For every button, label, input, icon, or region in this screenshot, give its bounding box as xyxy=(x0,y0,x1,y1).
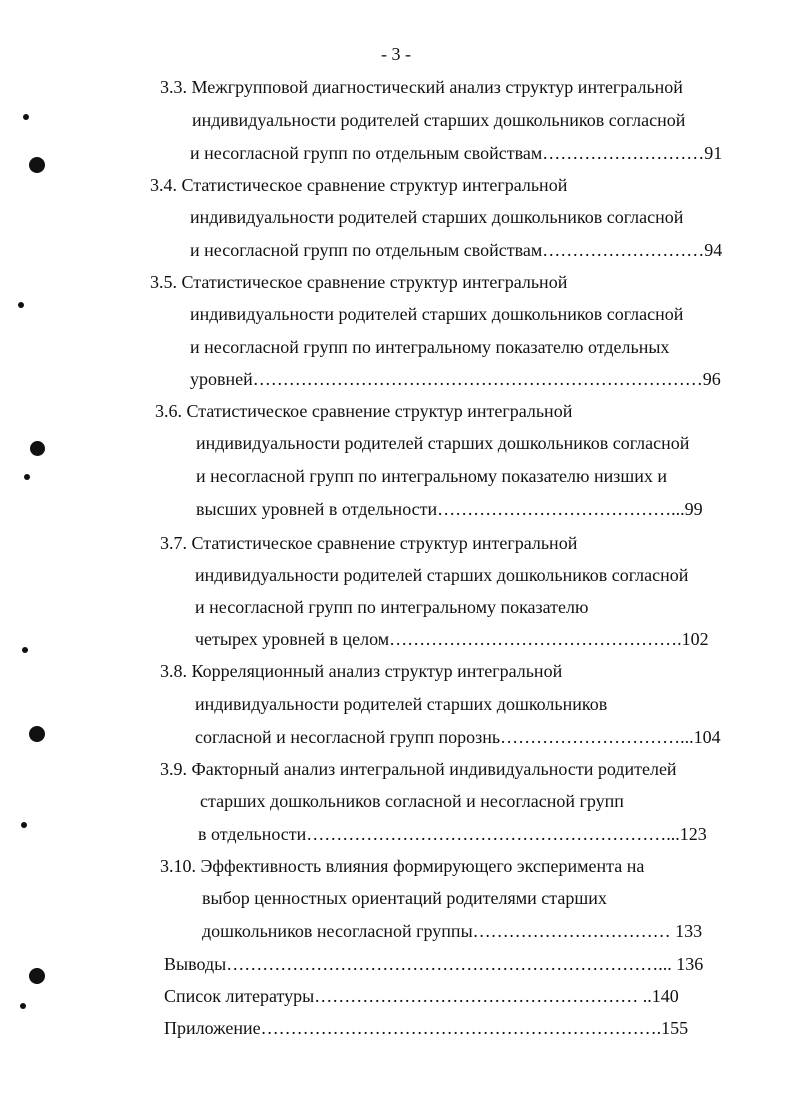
toc-entry-3-7-line-4: четырех уровней в целом………………………………………….102 xyxy=(195,629,709,649)
toc-entry-3-10-line-3: дошкольников несогласной группы…………………………… 133 xyxy=(202,921,703,941)
toc-entry-3-8-line-1: 3.8. Корреляционный анализ структур интегральной xyxy=(160,661,563,681)
toc-entry-3-6-line-3: и несогласной групп по интегральному показателю низших и xyxy=(196,466,667,486)
toc-entry-3-9-line-3: в отдельности……………………………………………………...123 xyxy=(198,824,707,844)
punch-hole-mark xyxy=(30,441,45,456)
toc-entry-3-7-line-2: индивидуальности родителей старших дошкольников согласной xyxy=(195,565,689,585)
toc-entry-references: Список литературы……………………………………………… ..140 xyxy=(164,986,679,1006)
toc-entry-3-5-line-3: и несогласной групп по интегральному показателю отдельных xyxy=(190,337,670,357)
toc-entry-3-4-line-3: и несогласной групп по отдельным свойствам………………………94 xyxy=(190,240,723,260)
toc-entry-3-7-line-1: 3.7. Статистическое сравнение структур интегральной xyxy=(160,533,578,553)
punch-hole-mark xyxy=(29,157,45,173)
toc-entry-appendix: Приложение………………………………………………………….155 xyxy=(164,1018,689,1038)
toc-entry-3-5-line-1: 3.5. Статистическое сравнение структур интегральной xyxy=(150,272,568,292)
toc-entry-3-10-line-2: выбор ценностных ориентаций родителями старших xyxy=(202,888,607,908)
toc-entry-3-6-line-1: 3.6. Статистическое сравнение структур интегральной xyxy=(155,401,573,421)
toc-entry-3-3-line-1: 3.3. Межгрупповой диагностический анализ структур интегральной xyxy=(160,77,683,97)
punch-hole-mark xyxy=(22,647,28,653)
toc-entry-3-5-line-4: уровней…………………………………………………………………96 xyxy=(190,369,721,389)
punch-hole-mark xyxy=(29,726,45,742)
page-number: - 3 - xyxy=(381,44,411,64)
punch-hole-mark xyxy=(29,968,45,984)
punch-hole-mark xyxy=(21,822,27,828)
toc-entry-3-6-line-4: высших уровней в отдельности…………………………………...99 xyxy=(196,499,703,519)
toc-entry-3-5-line-2: индивидуальности родителей старших дошкольников согласной xyxy=(190,304,684,324)
toc-entry-3-3-line-2: индивидуальности родителей старших дошкольников согласной xyxy=(192,110,686,130)
toc-entry-conclusions: Выводы………………………………………………………………... 136 xyxy=(164,954,704,974)
toc-entry-3-8-line-3: согласной и несогласной групп порознь…………………………...104 xyxy=(195,727,721,747)
toc-entry-3-8-line-2: индивидуальности родителей старших дошкольников xyxy=(195,694,608,714)
toc-entry-3-6-line-2: индивидуальности родителей старших дошкольников согласной xyxy=(196,433,690,453)
punch-hole-mark xyxy=(23,114,29,120)
toc-entry-3-4-line-2: индивидуальности родителей старших дошкольников согласной xyxy=(190,207,684,227)
punch-hole-mark xyxy=(18,302,24,308)
toc-entry-3-4-line-1: 3.4. Статистическое сравнение структур интегральной xyxy=(150,175,568,195)
toc-entry-3-7-line-3: и несогласной групп по интегральному показателю xyxy=(195,597,589,617)
toc-entry-3-3-line-3: и несогласной групп по отдельным свойствам………………………91 xyxy=(190,143,723,163)
toc-entry-3-9-line-2: старших дошкольников согласной и несогласной групп xyxy=(200,791,624,811)
punch-hole-mark xyxy=(20,1003,26,1009)
toc-entry-3-9-line-1: 3.9. Факторный анализ интегральной индивидуальности родителей xyxy=(160,759,677,779)
punch-hole-mark xyxy=(24,474,30,480)
toc-entry-3-10-line-1: 3.10. Эффективность влияния формирующего эксперимента на xyxy=(160,856,645,876)
